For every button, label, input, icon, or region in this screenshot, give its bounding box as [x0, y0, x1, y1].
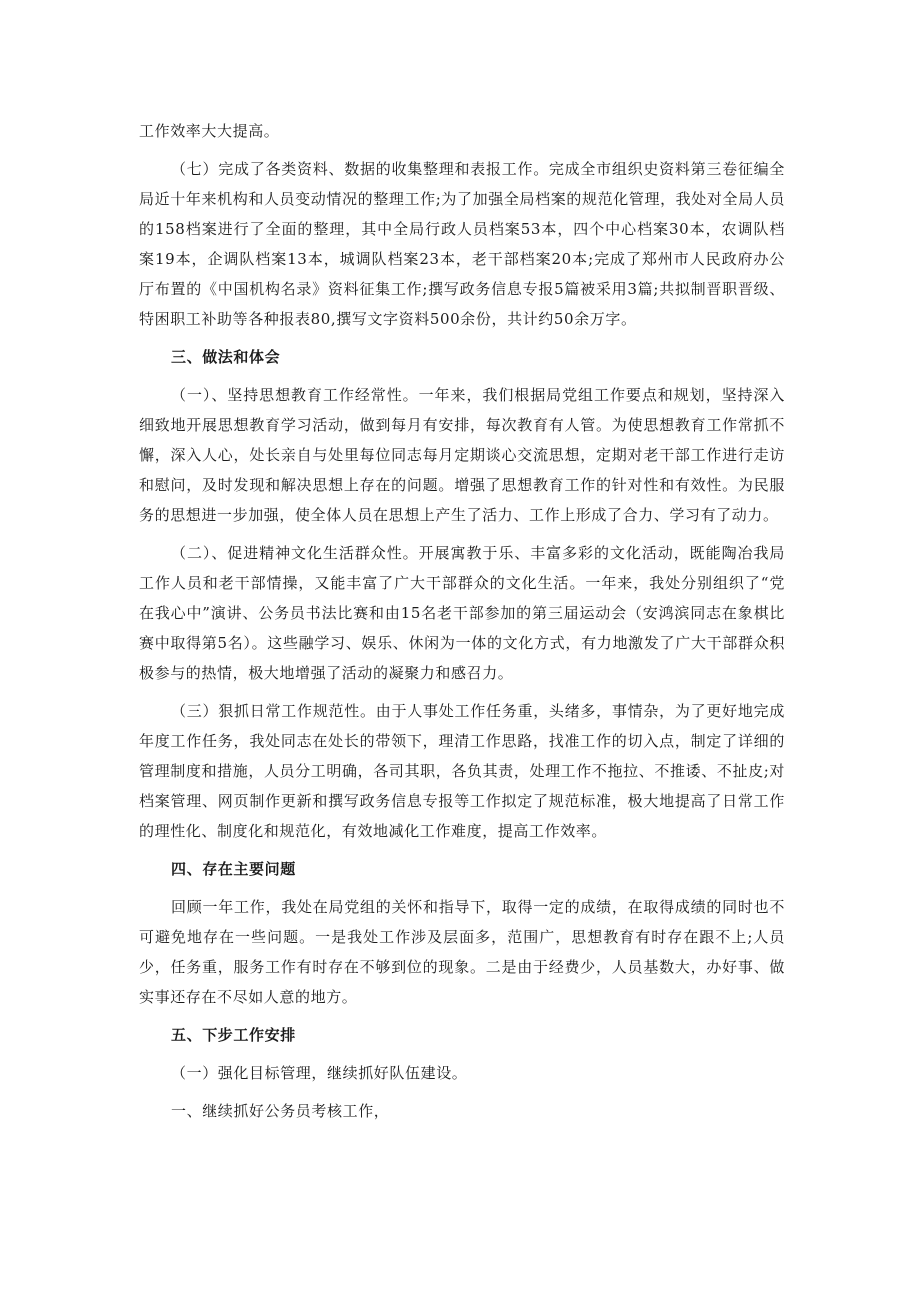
paragraph-3-3: （三）狠抓日常工作规范性。由于人事处工作任务重，头绪多，事情杂，为了更好地完成年度工作任务，我处同志在处长的带领下，理清工作思路，找准工作的切入点，制定了详细的管理制度和措施，人员分工明确，各司其职，各负其责，处理工作不拖拉、不推诿、不扯皮;对档案管理、网页制作更新和撰写政务信息专报等工作拟定了规范标准，极大地提高了日常工作的理性化、制度化和规范化，有效地减化工作难度，提高工作效率。	[139, 702, 785, 840]
section-heading-five: 五、下步工作安排	[171, 1026, 296, 1044]
section-heading-four: 四、存在主要问题	[171, 860, 296, 878]
document-body	[139, 116, 785, 1134]
paragraph-4: 回顾一年工作，我处在局党组的关怀和指导下，取得一定的成绩，在取得成绩的同时也不可避免地存在一些问题。一是我处工作涉及层面多，范围广，思想教育有时存在跟不上;人员少，任务重，服务工作有时存在不够到位的现象。二是由于经费少，人员基数大，办好事、做实事还存在不尽如人意的地方。	[139, 898, 785, 1006]
paragraph-item-seven: （七）完成了各类资料、数据的收集整理和表报工作。完成全市组织史资料第三卷征编全局近十年来机构和人员变动情况的整理工作;为了加强全局档案的规范化管理，我处对全局人员的158档案进行了全面的整理，其中全局行政人员档案53本，四个中心档案30本，农调队档案19本，企调队档案13本，城调队档案23本，老干部档案20本;完成了郑州市人民政府办公厅布置的《中国机构名录》资料征集工作;撰写政务信息专报5篇被采用3篇;共拟制晋职晋级、特困职工补助等各种报表80,撰写文字资料500余份，共计约50余万字。	[139, 160, 785, 328]
paragraph-3-2: （二）、促进精神文化生活群众性。开展寓教于乐、丰富多彩的文化活动，既能陶冶我局工作人员和老干部情操，又能丰富了广大干部群众的文化生活。一年来，我处分别组织了“党在我心中”演讲、公务员书法比赛和由15名老干部参加的第三届运动会（安鸿滨同志在象棋比赛中取得第5名）。这些融学习、娱乐、休闲为一体的文化方式，有力地激发了广大干部群众积极参与的热情，极大地增强了活动的凝聚力和感召力。	[139, 544, 785, 682]
paragraph-3-1: （一）、坚持思想教育工作经常性。一年来，我们根据局党组工作要点和规划，坚持深入细致地开展思想教育学习活动，做到每月有安排，每次教育有人管。为使思想教育工作常抓不懈，深入人心，处长亲自与处里每位同志每月定期谈心交流思想，定期对老干部工作进行走访和慰问，及时发现和解决思想上存在的问题。增强了思想教育工作的针对性和有效性。为民服务的思想进一步加强，使全体人员在思想上产生了活力、工作上形成了合力、学习有了动力。	[139, 386, 785, 524]
paragraph-intro: 工作效率大大提高。	[139, 122, 280, 140]
paragraph-5-2: 一、继续抓好公务员考核工作，	[171, 1102, 390, 1120]
section-heading-three: 三、做法和体会	[171, 348, 281, 366]
paragraph-5-1: （一）强化目标管理，继续抓好队伍建设。	[171, 1064, 468, 1082]
